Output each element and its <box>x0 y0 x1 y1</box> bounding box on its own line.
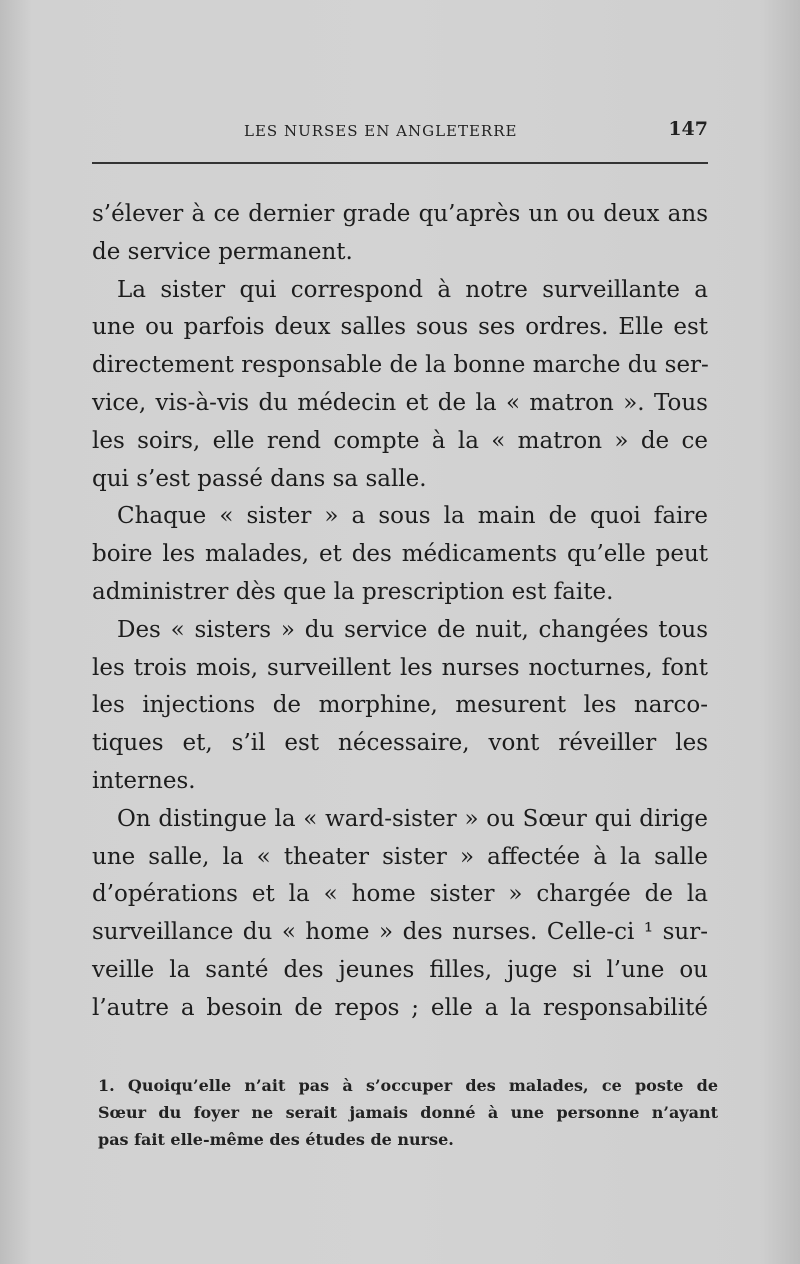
text-line: d’opérations et la « home sister » chargée de la <box>92 881 708 908</box>
text-line: les injections de morphine, mesurent les narco- <box>92 692 708 719</box>
text-line: Des « sisters » du service de nuit, changées tous <box>117 616 708 643</box>
text-line: qui s’est passé dans sa salle. <box>92 465 427 492</box>
text-line: veille la santé des jeunes filles, juge si l’une ou <box>92 956 708 983</box>
running-title: LES NURSES EN ANGLETERRE <box>244 122 518 140</box>
body-text <box>92 196 708 1028</box>
footnote-line: pas fait elle-même des études de nurse. <box>98 1130 454 1149</box>
header-rule <box>92 162 708 164</box>
text-line: La sister qui correspond à notre surveillante a <box>117 276 708 303</box>
text-line: On distingue la « ward-sister » ou Sœur qui dirige <box>117 805 708 832</box>
text-line: les trois mois, surveillent les nurses nocturnes, font <box>92 654 708 681</box>
text-line: internes. <box>92 767 196 794</box>
text-line: boire les malades, et des médicaments qu’elle peut <box>92 541 708 568</box>
page-header <box>92 118 708 148</box>
text-line: vice, vis-à-vis du médecin et de la « matron ». Tous <box>92 389 708 416</box>
text-line: surveillance du « home » des nurses. Celle-ci ¹ sur- <box>92 919 708 946</box>
text-line: de service permanent. <box>92 238 353 265</box>
text-line: l’autre a besoin de repos ; elle a la responsabilité <box>92 994 708 1021</box>
text-line: une ou parfois deux salles sous ses ordres. Elle est <box>92 314 708 341</box>
text-line: les soirs, elle rend compte à la « matron » de ce <box>92 427 708 454</box>
text-line: directement responsable de la bonne marche du ser- <box>92 352 709 379</box>
footnotes <box>98 1072 718 1153</box>
text-line: une salle, la « theater sister » affectée à la salle <box>92 843 708 870</box>
text-line: s’élever à ce dernier grade qu’après un ou deux ans <box>92 201 708 227</box>
text-line: tiques et, s’il est nécessaire, vont réveiller les <box>92 730 708 757</box>
footnote-line: 1. Quoiqu’elle n’ait pas à s’occuper des malades, ce poste de <box>98 1076 718 1095</box>
footnote-line: Sœur du foyer ne serait jamais donné à une personne n’ayant <box>98 1103 718 1122</box>
page-number: 147 <box>668 118 708 140</box>
text-line: Chaque « sister » a sous la main de quoi faire <box>117 503 708 530</box>
text-line: administrer dès que la prescription est faite. <box>92 578 614 605</box>
